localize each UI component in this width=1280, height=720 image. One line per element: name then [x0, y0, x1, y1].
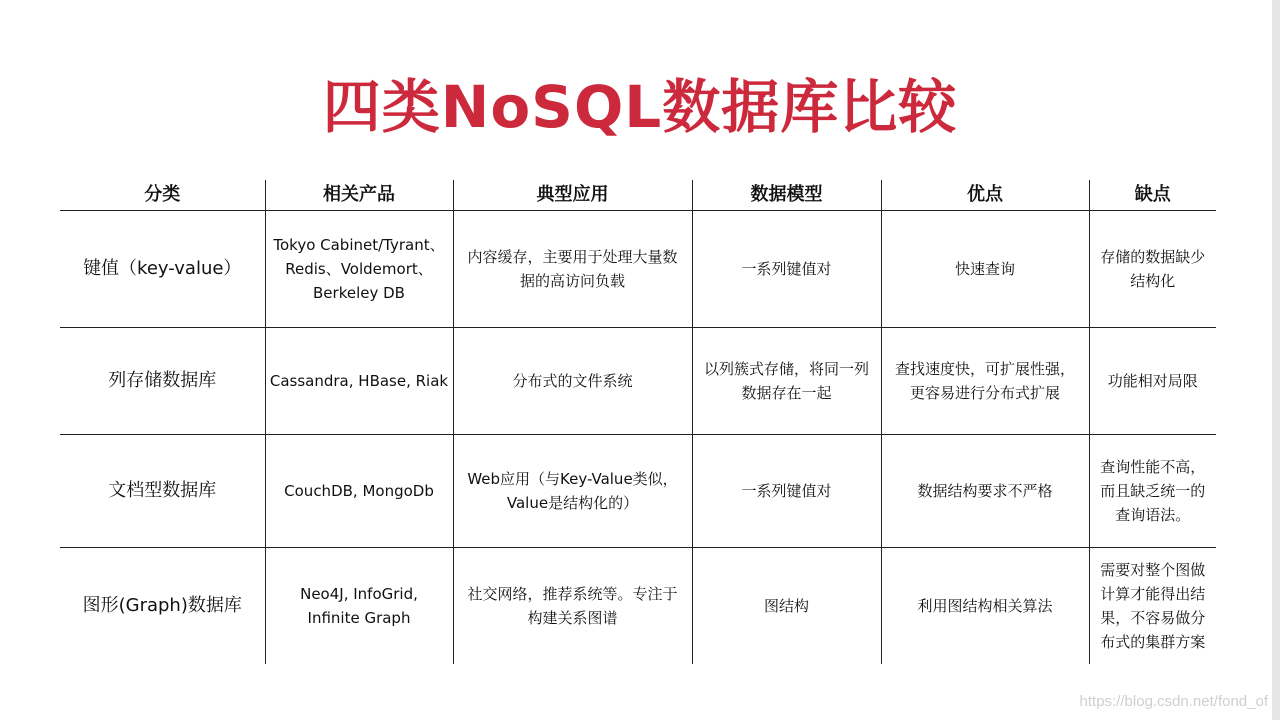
cell-pros — [881, 211, 1089, 328]
table-row — [60, 435, 1216, 548]
cell-model — [692, 435, 881, 548]
cell-category — [60, 211, 265, 328]
model-text: 一系列键值对 — [741, 260, 832, 278]
usage-text: Web应用（与Key-Value类似， Value是结构化的） — [467, 470, 678, 512]
table-row — [60, 548, 1216, 665]
cell-cons — [1089, 328, 1216, 435]
cell-products — [265, 435, 453, 548]
model-text: 以列簇式存储，将同一列 数据存在一起 — [703, 360, 869, 402]
cell-category — [60, 328, 265, 435]
cell-products — [265, 328, 453, 435]
slide-title: 四类NoSQL数据库比较 — [322, 73, 958, 141]
pros-text: 利用图结构相关算法 — [917, 597, 1053, 615]
usage-text: 分布式的文件系统 — [512, 372, 633, 390]
cell-usage — [453, 435, 692, 548]
cell-model — [692, 328, 881, 435]
cell-cons — [1089, 548, 1216, 665]
cell-pros — [881, 328, 1089, 435]
products-text: CouchDB, MongoDb — [284, 482, 434, 500]
table-row — [60, 211, 1216, 328]
header-pros: 优点 — [881, 180, 1089, 211]
cell-category — [60, 548, 265, 665]
comparison-table — [60, 180, 1216, 664]
cell-cons — [1089, 211, 1216, 328]
cell-usage — [453, 328, 692, 435]
cons-text: 需要对整个图做 计算才能得出结 果，不容易做分 布式的集群方案 — [1100, 561, 1206, 651]
watermark: https://blog.csdn.net/fond_of — [1079, 693, 1268, 710]
category-text: 键值（key-value） — [83, 258, 242, 279]
cell-products — [265, 211, 453, 328]
model-text: 图结构 — [763, 597, 809, 615]
cell-cons — [1089, 435, 1216, 548]
cell-pros — [881, 548, 1089, 665]
category-text: 文档型数据库 — [108, 480, 217, 501]
pros-text: 查找速度快，可扩展性强， 更容易进行分布式扩展 — [894, 360, 1075, 402]
model-text: 一系列键值对 — [741, 482, 832, 500]
cell-model — [692, 548, 881, 665]
header-model: 数据模型 — [692, 180, 881, 211]
pros-text: 快速查询 — [954, 260, 1015, 278]
category-text: 图形(Graph)数据库 — [82, 595, 242, 616]
cons-text: 功能相对局限 — [1107, 372, 1198, 390]
cell-products — [265, 548, 453, 665]
cell-usage — [453, 548, 692, 665]
table-header-row — [60, 180, 1216, 211]
cell-category — [60, 435, 265, 548]
header-usage: 典型应用 — [453, 180, 692, 211]
header-cons: 缺点 — [1089, 180, 1216, 211]
cons-text: 存储的数据缺少 结构化 — [1100, 248, 1206, 290]
cell-pros — [881, 435, 1089, 548]
usage-text: 内容缓存，主要用于处理大量数 据的高访问负载 — [467, 248, 678, 290]
products-text: Tokyo Cabinet/Tyrant、 Redis、Voldemort、 Berkeley DB — [273, 236, 445, 302]
cell-usage — [453, 211, 692, 328]
products-text: Cassandra, HBase, Riak — [269, 372, 449, 390]
cell-model — [692, 211, 881, 328]
usage-text: 社交网络，推荐系统等。专注于 构建关系图谱 — [467, 585, 678, 627]
table-row — [60, 328, 1216, 435]
header-category: 分类 — [60, 180, 265, 211]
products-text: Neo4J, InfoGrid, Infinite Graph — [300, 585, 418, 627]
cons-text: 查询性能不高， 而且缺乏统一的 查询语法。 — [1100, 458, 1206, 524]
header-products: 相关产品 — [265, 180, 453, 211]
pros-text: 数据结构要求不严格 — [917, 482, 1053, 500]
category-text: 列存储数据库 — [108, 370, 217, 391]
